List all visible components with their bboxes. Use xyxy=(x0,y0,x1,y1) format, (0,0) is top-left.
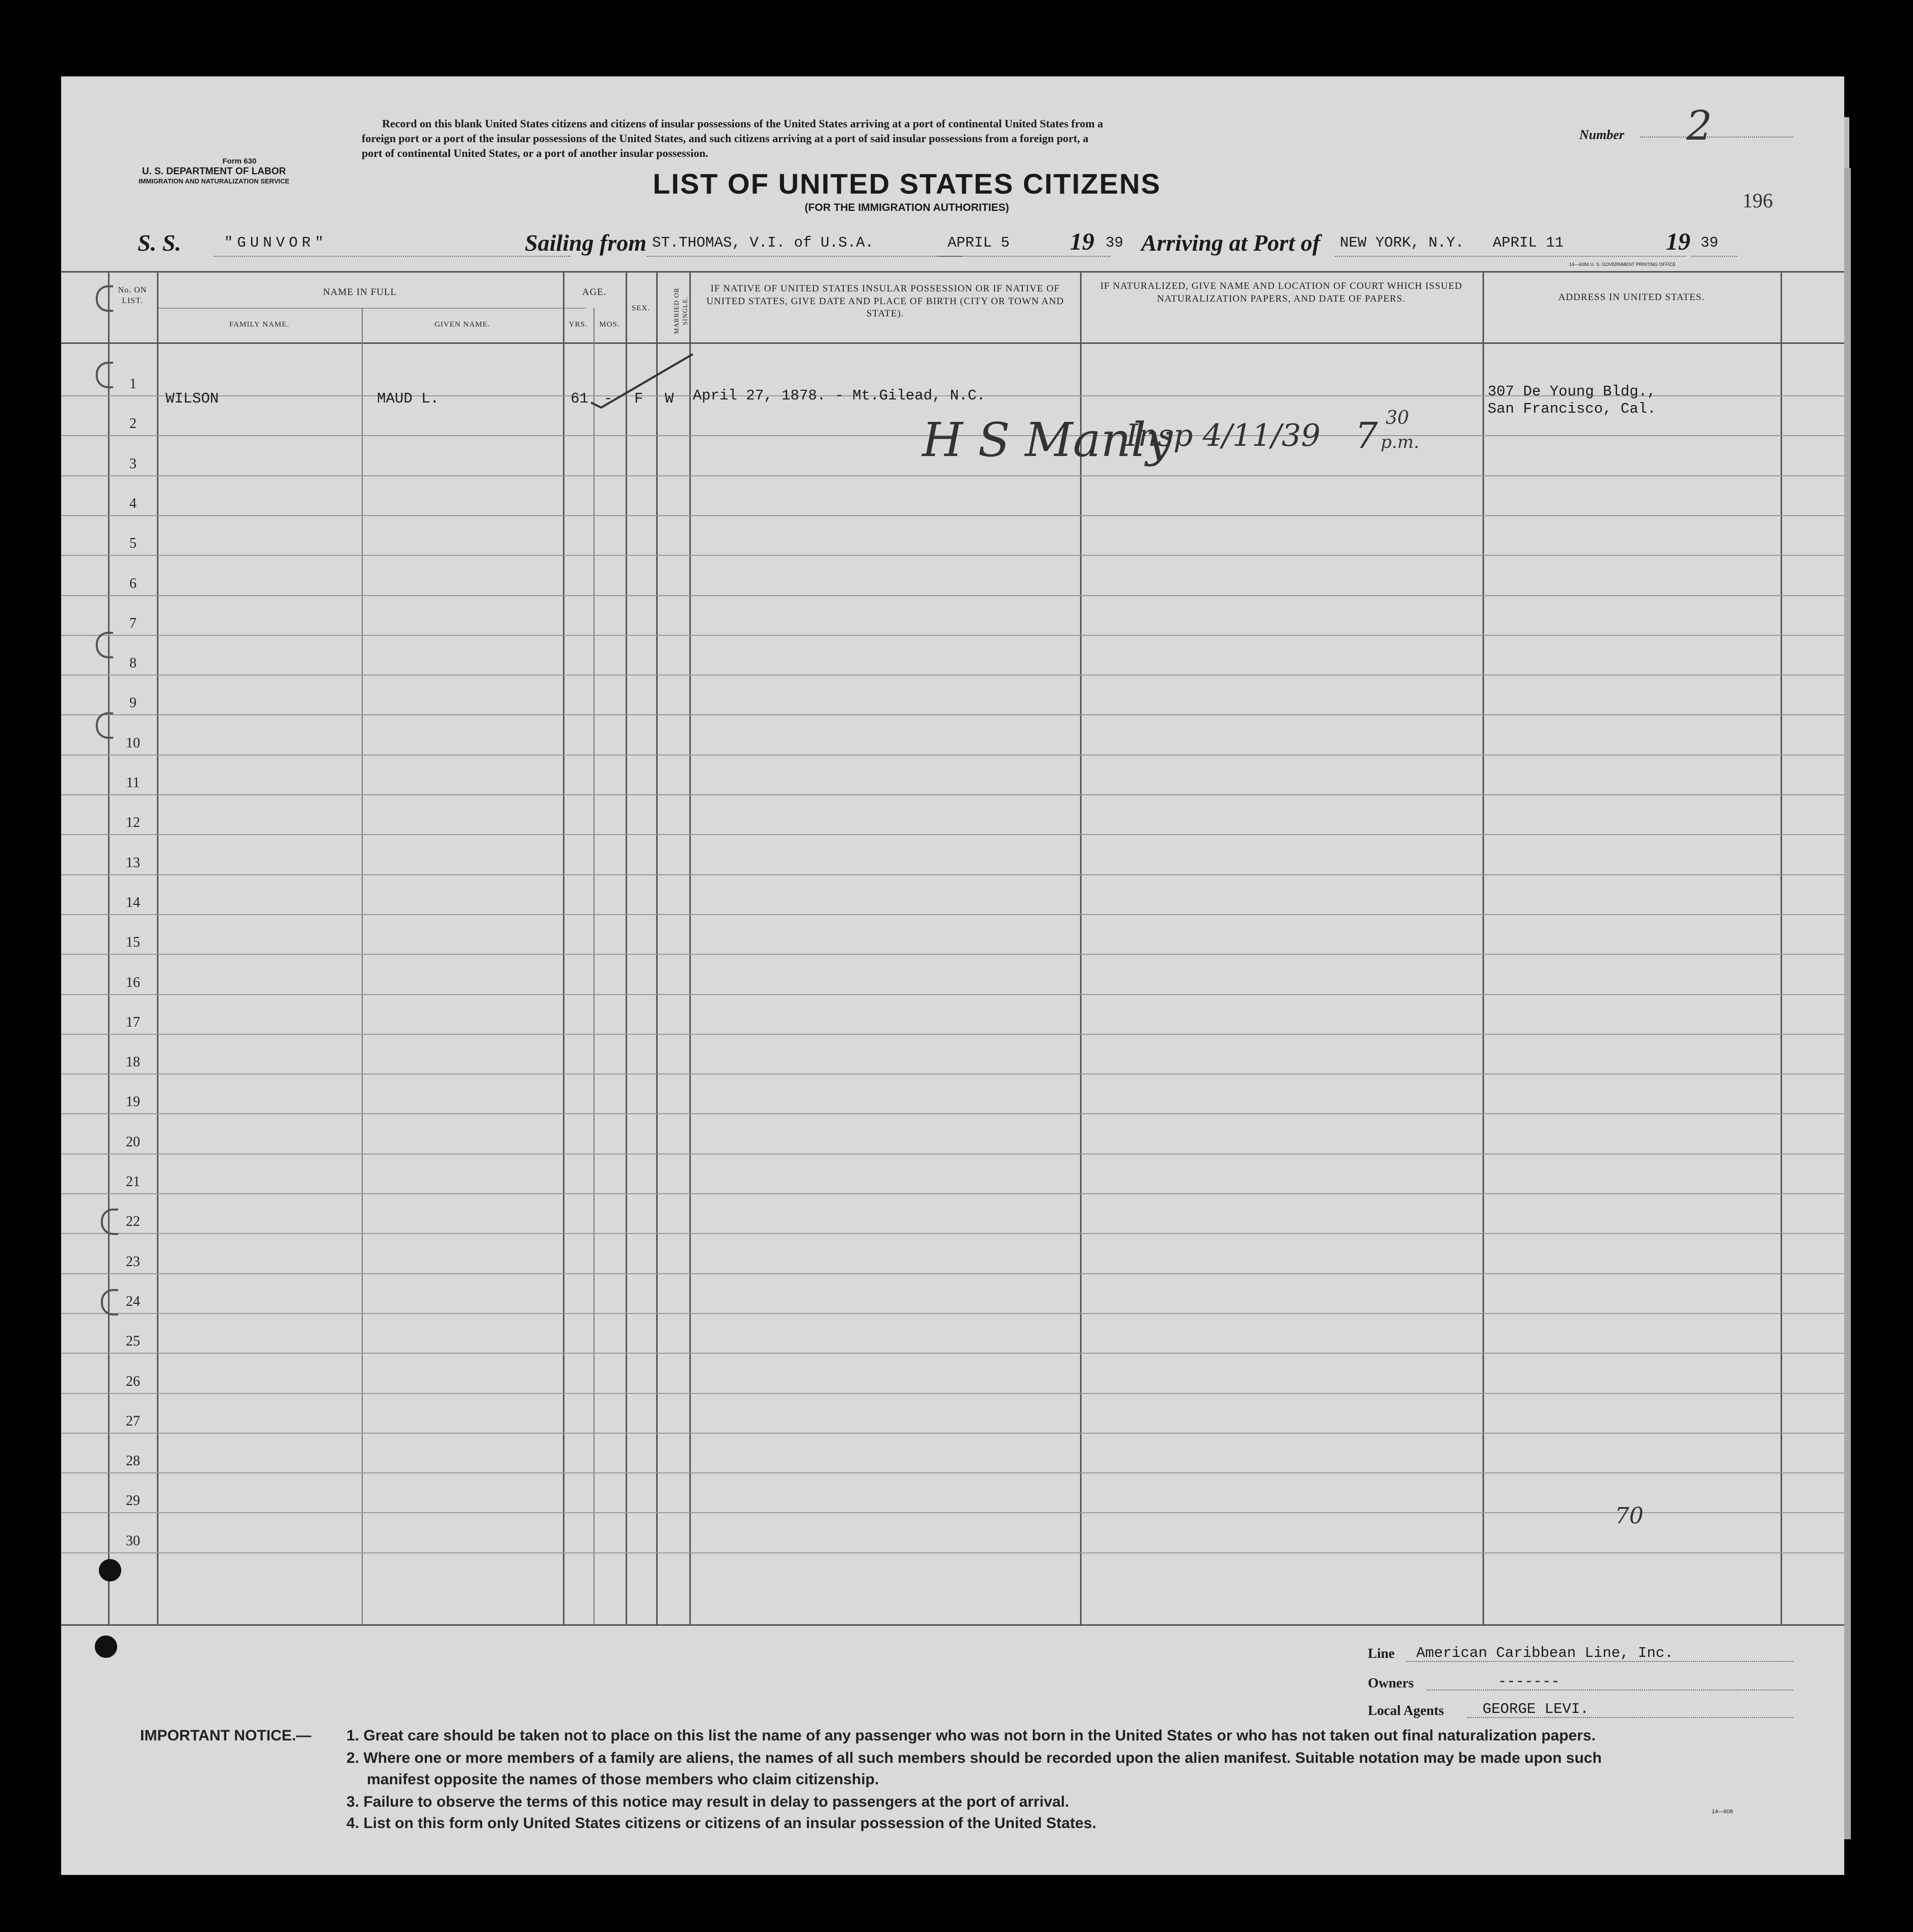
binder-hole-icon xyxy=(95,1635,117,1658)
passenger-address-line-1: 307 De Young Bldg., xyxy=(1488,383,1656,400)
header-bottom-rule xyxy=(61,342,1844,344)
row-number: 17 xyxy=(126,1014,140,1030)
passenger-sex: F xyxy=(634,390,643,407)
row-rule xyxy=(61,1512,1844,1513)
passenger-birth: April 27, 1878. - Mt.Gilead, N.C. xyxy=(693,387,986,404)
row-number: 21 xyxy=(126,1174,140,1190)
owners-field-rule xyxy=(1426,1689,1793,1691)
row-rule xyxy=(61,1393,1844,1394)
arrival-line xyxy=(1335,256,1686,257)
line-field-rule xyxy=(1406,1661,1793,1662)
local-agents-value: GEORGE LEVI. xyxy=(1483,1701,1589,1718)
row-rule xyxy=(61,834,1844,835)
page-stamp-number: 196 xyxy=(1742,189,1773,212)
notice-item-2-continued: manifest opposite the names of those members who claim citizenship. xyxy=(367,1771,879,1788)
row-number: 25 xyxy=(126,1333,140,1349)
row-rule xyxy=(61,635,1844,636)
row-number: 5 xyxy=(129,535,137,551)
col-age: AGE. xyxy=(582,287,607,298)
row-rule xyxy=(61,794,1844,795)
row-rule xyxy=(61,555,1844,556)
row-number: 3 xyxy=(129,456,137,472)
row-rule xyxy=(61,1552,1844,1553)
row-number: 9 xyxy=(129,695,137,711)
row-number: 27 xyxy=(126,1413,140,1429)
printer-mark: 14—6084 U. S. GOVERNMENT PRINTING OFFICE xyxy=(1569,262,1676,267)
passenger-family-name: WILSON xyxy=(166,390,219,407)
row-rule xyxy=(61,475,1844,476)
manifest-page xyxy=(61,76,1844,1875)
row-number: 8 xyxy=(129,655,137,671)
row-rule xyxy=(61,1034,1844,1035)
inspection-time-suffix: p.m. xyxy=(1381,432,1419,452)
row-number: 10 xyxy=(126,735,140,751)
row-rule xyxy=(61,595,1844,596)
passenger-address-line-2: San Francisco, Cal. xyxy=(1488,400,1656,417)
notice-label: IMPORTANT NOTICE.— xyxy=(140,1727,312,1744)
col-age-months: MOS. xyxy=(599,320,620,329)
col-naturalized: IF NATURALIZED, GIVE NAME AND LOCATION OF COURT WHICH ISSUED NATURALIZATION PAPERS, AND DATE OF PAPERS. xyxy=(1100,281,1463,304)
row-number: 23 xyxy=(126,1254,140,1270)
binder-clip-icon xyxy=(101,1209,118,1235)
row-rule xyxy=(61,675,1844,676)
binder-clip-icon xyxy=(96,285,113,312)
column-rule xyxy=(1483,271,1484,1624)
age-header-rule xyxy=(555,308,586,309)
notice-item-2: 2. Where one or more members of a family are aliens, the names of all such members should be recorded upon the alien manifest. Suitable notation may be made upon such xyxy=(346,1750,1602,1766)
binder-hole-icon xyxy=(99,1559,121,1581)
ship-name-line xyxy=(214,256,571,257)
number-value: 2 xyxy=(1686,102,1712,149)
sailing-year-prefix: 19 xyxy=(1070,228,1094,255)
col-married-single: MARRIED OR SINGLE. xyxy=(672,287,689,334)
sailing-from-label: Sailing from xyxy=(525,230,647,256)
local-agents-label: Local Agents xyxy=(1368,1703,1444,1718)
service-name: IMMIGRATION AND NATURALIZATION SERVICE xyxy=(138,177,290,185)
owners-label: Owners xyxy=(1368,1675,1414,1691)
row-number: 15 xyxy=(126,934,140,950)
column-rule xyxy=(626,271,627,1624)
col-name-in-full: NAME IN FULL xyxy=(323,287,397,298)
form-code: 14—608 xyxy=(1712,1809,1733,1815)
number-field-line xyxy=(1640,137,1793,138)
ss-label: S. S. xyxy=(138,230,181,256)
row-rule xyxy=(61,515,1844,516)
row-rule xyxy=(61,1273,1844,1274)
instruction-text xyxy=(362,116,1564,160)
column-rule xyxy=(1080,271,1082,1624)
row-number: 28 xyxy=(126,1453,140,1469)
row-number: 29 xyxy=(126,1493,140,1509)
row-rule xyxy=(61,1433,1844,1434)
col-address: ADDRESS IN UNITED STATES. xyxy=(1558,292,1705,303)
ship-name: "GUNVOR" xyxy=(224,234,328,251)
binder-clip-icon xyxy=(96,362,113,388)
row-number: 16 xyxy=(126,975,140,990)
form-number: Form 630 xyxy=(222,157,257,166)
row-number: 22 xyxy=(126,1214,140,1229)
col-given-name: GIVEN NAME. xyxy=(434,320,491,329)
arrival-port: NEW YORK, N.Y. xyxy=(1340,234,1464,251)
row-rule xyxy=(61,1113,1844,1114)
passenger-marital-status: W xyxy=(665,390,674,407)
row-rule xyxy=(61,1472,1844,1473)
passenger-given-name: MAUD L. xyxy=(377,390,439,407)
column-rule xyxy=(1781,271,1782,1624)
col-sex: SEX. xyxy=(631,304,651,312)
arrival-year-line xyxy=(1691,256,1737,257)
column-rule xyxy=(656,271,658,1624)
row-number: 7 xyxy=(129,615,137,631)
row-number: 20 xyxy=(126,1134,140,1150)
binder-clip-icon xyxy=(96,632,113,658)
binder-clip-icon xyxy=(96,712,113,739)
instruction-line-1: Record on this blank United States citizens and citizens of insular possessions of the United States arriving at a port of continental United States from a xyxy=(382,117,1103,130)
arrival-year: 39 xyxy=(1701,234,1718,251)
owners-value: ------- xyxy=(1498,1673,1560,1690)
row-number: 26 xyxy=(126,1374,140,1389)
sailing-date-line xyxy=(937,256,1111,257)
col-native-of: IF NATIVE OF UNITED STATES INSULAR POSSESSION OR IF NATIVE OF UNITED STATES, GIVE DATE AND PLACE OF BIRTH (CITY OR TOWN AND STATE). xyxy=(706,283,1064,319)
arrival-date: APRIL 11 xyxy=(1493,234,1564,251)
binder-clip-icon xyxy=(101,1289,118,1316)
row-rule xyxy=(61,914,1844,915)
line-value: American Caribbean Line, Inc. xyxy=(1416,1645,1674,1661)
column-rule xyxy=(362,308,363,1624)
row-number: 13 xyxy=(126,855,140,871)
inspection-time-minutes: 30 xyxy=(1386,408,1409,428)
row-number: 14 xyxy=(126,895,140,910)
col-age-years: YRS. xyxy=(569,320,588,329)
row-rule xyxy=(61,1153,1844,1155)
arrival-year-prefix: 19 xyxy=(1666,228,1690,255)
row-rule xyxy=(61,1353,1844,1354)
row-number: 30 xyxy=(126,1533,140,1549)
sailing-year: 39 xyxy=(1106,234,1123,251)
page-title: LIST OF UNITED STATES CITIZENS xyxy=(653,168,1161,200)
row-number: 24 xyxy=(126,1294,140,1309)
row-rule xyxy=(61,1074,1844,1075)
notice-item-3: 3. Failure to observe the terms of this notice may result in delay to passengers at the port of arrival. xyxy=(346,1793,1069,1810)
instruction-line-2: foreign port or a port of the insular possessions of the United States, and such citizens arriving at a port of said insular possessions from a foreign port, a xyxy=(362,132,1089,145)
sailing-port: ST.THOMAS, V.I. of U.S.A. xyxy=(652,234,874,251)
column-rule xyxy=(689,271,691,1624)
table-bottom-rule xyxy=(61,1624,1844,1626)
row-number: 4 xyxy=(129,496,137,512)
col-no-on-list: No. ON LIST. xyxy=(118,286,147,305)
department-name: U. S. DEPARTMENT OF LABOR xyxy=(142,166,286,177)
check-mark-icon xyxy=(581,352,713,413)
row-rule xyxy=(61,994,1844,995)
row-number: 12 xyxy=(126,815,140,830)
col-family-name: FAMILY NAME. xyxy=(229,320,289,329)
notice-item-1: 1. Great care should be taken not to place on this list the name of any passenger who was not born in the United States or who has not taken out final naturalization papers. xyxy=(346,1727,1596,1744)
sailing-port-line xyxy=(647,256,963,257)
passenger-age-years: 61 xyxy=(571,390,588,407)
row-number: 6 xyxy=(129,576,137,592)
row-number: 2 xyxy=(129,416,137,432)
margin-number: 70 xyxy=(1615,1503,1643,1529)
row-rule xyxy=(61,755,1844,756)
row-rule xyxy=(61,714,1844,715)
row-rule xyxy=(61,874,1844,875)
local-agents-field-rule xyxy=(1467,1717,1793,1718)
inspection-time: 7 xyxy=(1355,415,1378,457)
column-rule xyxy=(563,271,564,1624)
row-rule xyxy=(61,954,1844,955)
row-rule xyxy=(61,1233,1844,1234)
row-rule xyxy=(61,1193,1844,1194)
table-top-rule xyxy=(61,271,1844,273)
inspection-note: Insp 4/11/39 xyxy=(1126,418,1321,453)
page-subtitle: (FOR THE IMMIGRATION AUTHORITIES) xyxy=(804,202,1009,213)
column-rule xyxy=(594,308,595,1624)
row-number: 18 xyxy=(126,1054,140,1070)
arriving-label: Arriving at Port of xyxy=(1141,230,1321,256)
row-rule xyxy=(61,1313,1844,1314)
notice-item-4: 4. List on this form only United States citizens or citizens of an insular possession of the United States. xyxy=(346,1815,1096,1832)
name-header-rule xyxy=(158,308,560,309)
instruction-line-3: port of continental United States, or a port of another insular possession. xyxy=(362,147,709,159)
row-number: 11 xyxy=(126,775,140,791)
number-label: Number xyxy=(1579,127,1625,142)
sailing-date: APRIL 5 xyxy=(948,234,1010,251)
passenger-age-months: - xyxy=(604,390,613,407)
line-label: Line xyxy=(1368,1646,1395,1661)
row-number: 19 xyxy=(126,1094,140,1110)
inspector-signature: H S Manly xyxy=(922,413,1173,467)
row-number: 1 xyxy=(129,376,137,392)
